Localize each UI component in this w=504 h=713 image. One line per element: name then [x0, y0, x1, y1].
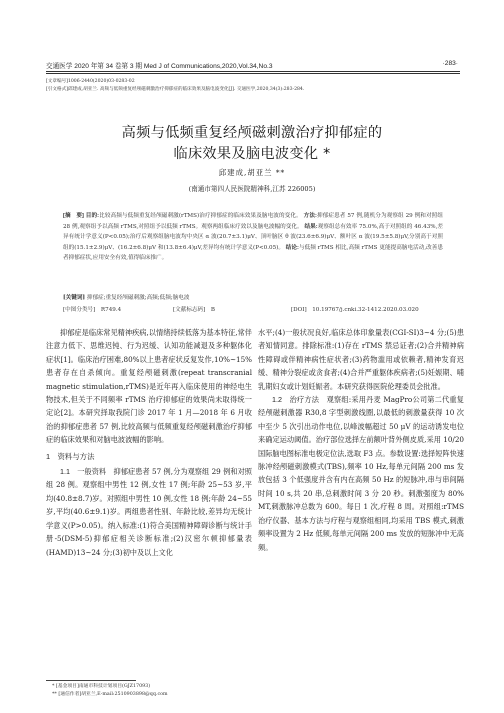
header-rule-thin	[46, 73, 460, 74]
left-column	[46, 326, 252, 559]
subsection-label: 1.2 治疗方法	[272, 395, 320, 405]
subsection-label: 1.1 一般资料	[60, 467, 107, 477]
intro-paragraph: 抑郁症是临床常见精神疾病,以情绪持续低落为基本特征,常伴注意力低下、思维迟钝、行为迟缓、认知功能减退及多种躯体化症状[1]。临床治疗困难,80%以上患者症状反复发作,10%~15%患者存在自杀倾向。重复经颅磁刺激(repeat transcranial magnetic stimulation,rTMS)是近年再入临床使用的神经电生物技术,但关于不同频率 rTMS 治疗抑郁症的效果尚未取得统一定论[2]。本研究择取我院门诊 2017 年 1 月—2018 年 6 月收治的抑郁症患者 57 例,比较高频与低频重复经颅磁刺激治疗抑郁症的临床效果和对脑电波波幅的影响。	[46, 328, 252, 445]
authors: 邱建成,胡亚兰 **	[218, 168, 286, 177]
abstract-conclusion: 与低频 rTMS 相比,高频 rTMS 更能提高脑电活动,改善患者抑郁症状,应用安全有效,值得临床推广。	[63, 244, 443, 262]
methods-label: 方法:	[303, 213, 317, 219]
header-rule	[46, 71, 460, 72]
keywords	[63, 293, 190, 301]
continued-paragraph: 水平;(4)一般状况良好,临床总体印象量表(CGI-SI)3~4 分;(5)患者知情同意。排除标准:(1)存在 rTMS 禁忌证者;(2)合并精神病性障碍或伴精神病性症状者;(3)药物滥用或依赖者,精神发育迟缓、精神分裂症或贪食者;(4)合并严重躯体疾病者;(5)妊娠期、哺乳期妇女或计划妊娠者。本研究获得医院伦理委员会批准。	[258, 328, 464, 391]
footnote-rule	[46, 680, 136, 681]
doi: [DOI] 10.19767/j.cnki.32-1412.2020.03.020	[291, 307, 419, 313]
abstract-results: 观察组总有效率 75.0%,高于对照组的 46.43%,差异有统计学意义(P<0.05);治疗后观察组脑电波均中央区 α 波(20.7±3.1)μV、顶叶脑区 θ 波(23.6±6.9)μV、额叶区 α 波(19.5±5.8)μV,分别高于对照组的(15.1±2.9)μV、(16.2±6.8)μV 和(13.8±6.4)μV,差异均有统计学意义(P<0.05)。	[63, 223, 443, 251]
article-number: [文章编号]1006-2440(2020)03-0283-02	[46, 79, 135, 84]
footnote-fund: * [基金项目]南通市科技计划项目(GJZ17093)	[52, 684, 151, 689]
running-header	[46, 60, 458, 70]
page-number: ·283·	[442, 60, 458, 67]
subsection-text: 抑郁症患者 57 例,分为观察组 29 例和对照组 28 例。观察组中男性 12 例,女性 17 例;年龄 25~53 岁,平均(40.8±8.7)岁。对照组中男性 10 例,女性 18 例;年龄 24~55 岁,平均(40.6±9.1)岁。两组患者性别、年龄比较,差异均无统计学意义(P>0.05)。纳入标准:(1)符合美国精神障碍诊断与统计手册-5(DSM-5)抑郁症相关诊断标准;(2)汉密尔顿抑郁量表(HAMD)13~24 分;(3)初中及以上文化	[46, 467, 252, 557]
keywords-label: [关键词]	[63, 295, 86, 301]
results-label: 结果:	[304, 223, 318, 230]
clc-number: [中图分类号] R749.4	[63, 307, 122, 313]
citation-format: [引文格式]邱建成,胡亚兰. 高频与低频重复经颅磁刺激治疗抑郁症的临床效果及脑电波变化[J]. 交通医学,2020,34(3):283-284.	[46, 87, 305, 92]
conclusion-label: 结论:	[285, 244, 299, 251]
section-heading: 1 资料与方法	[46, 451, 95, 461]
right-column	[258, 326, 464, 554]
classification-line	[63, 305, 443, 313]
document-code: [文献标志码] B	[173, 307, 216, 313]
title-line-1: 高频与低频重复经颅磁刺激治疗抑郁症的	[121, 125, 383, 141]
objective-label: 目的:	[85, 213, 100, 219]
abstract	[63, 211, 443, 264]
title-line-2: 临床效果及脑电波变化 *	[173, 146, 331, 162]
keywords-text: 抑郁症;重复经颅磁刺激;高频;低频;脑电波	[86, 295, 190, 301]
journal-header: 交通医学 2020 年第 34 卷第 3 期 Med J of Communications,2020,Vol.34,No.3	[46, 63, 273, 70]
abstract-label: [摘 要]	[63, 213, 84, 219]
affiliation: (南通市第四人民医院精神科,江苏 226005)	[188, 185, 316, 193]
subsection-text: 观察组:采用丹麦 MagPro公司第二代重复经颅磁刺激器 R30,8 字型刺激线圈,以最低的刺激量获得 10 次中至少 5 次引出动作电位,以峰波幅超过 50 μV 的运动诱发电位来确定运动阈值。治疗部位选择左前额叶背外侧皮质,采用 10/20 国际脑电图标准电极定位法,选取 F3 点。参数设置:选择短阵快速脉冲经颅磁刺激模式(TBS),频率 10 Hz,每单元间隔 200 ms 发放包括 3 个低强度并含有内在高频 50 Hz 的短脉冲,串与串间隔时间 10 s,共 20 串,总刺激时间 3 分 20 秒。刺激强度为 80% MT,刺激脉冲总数为 600。每日 1 次,疗程 8 周。对照组:rTMS 治疗仪器、基本方法与疗程与观察组相同,均采用 TBS 模式,刺激频率设置为 2 Hz 低频,每单元间隔 200 ms 发放的短脉冲中无高频。	[258, 395, 464, 552]
abstract-objective: 比较高频与低频重复经颅磁刺激(rTMS)治疗抑郁症的临床效果及脑电波的变化。	[99, 213, 302, 219]
footnote-correspondence: ** [通信作者]胡亚兰,E-mail:2510903898@qq.com	[52, 692, 168, 697]
abstract-methods: 抑郁症患者 57 例,随机分为观察组 29 例和对照组 28 例,观察组予以高频 rTMS,对照组予以低频 rTMS。观察两组临床疗效以及脑电波幅的变化。	[63, 213, 443, 230]
